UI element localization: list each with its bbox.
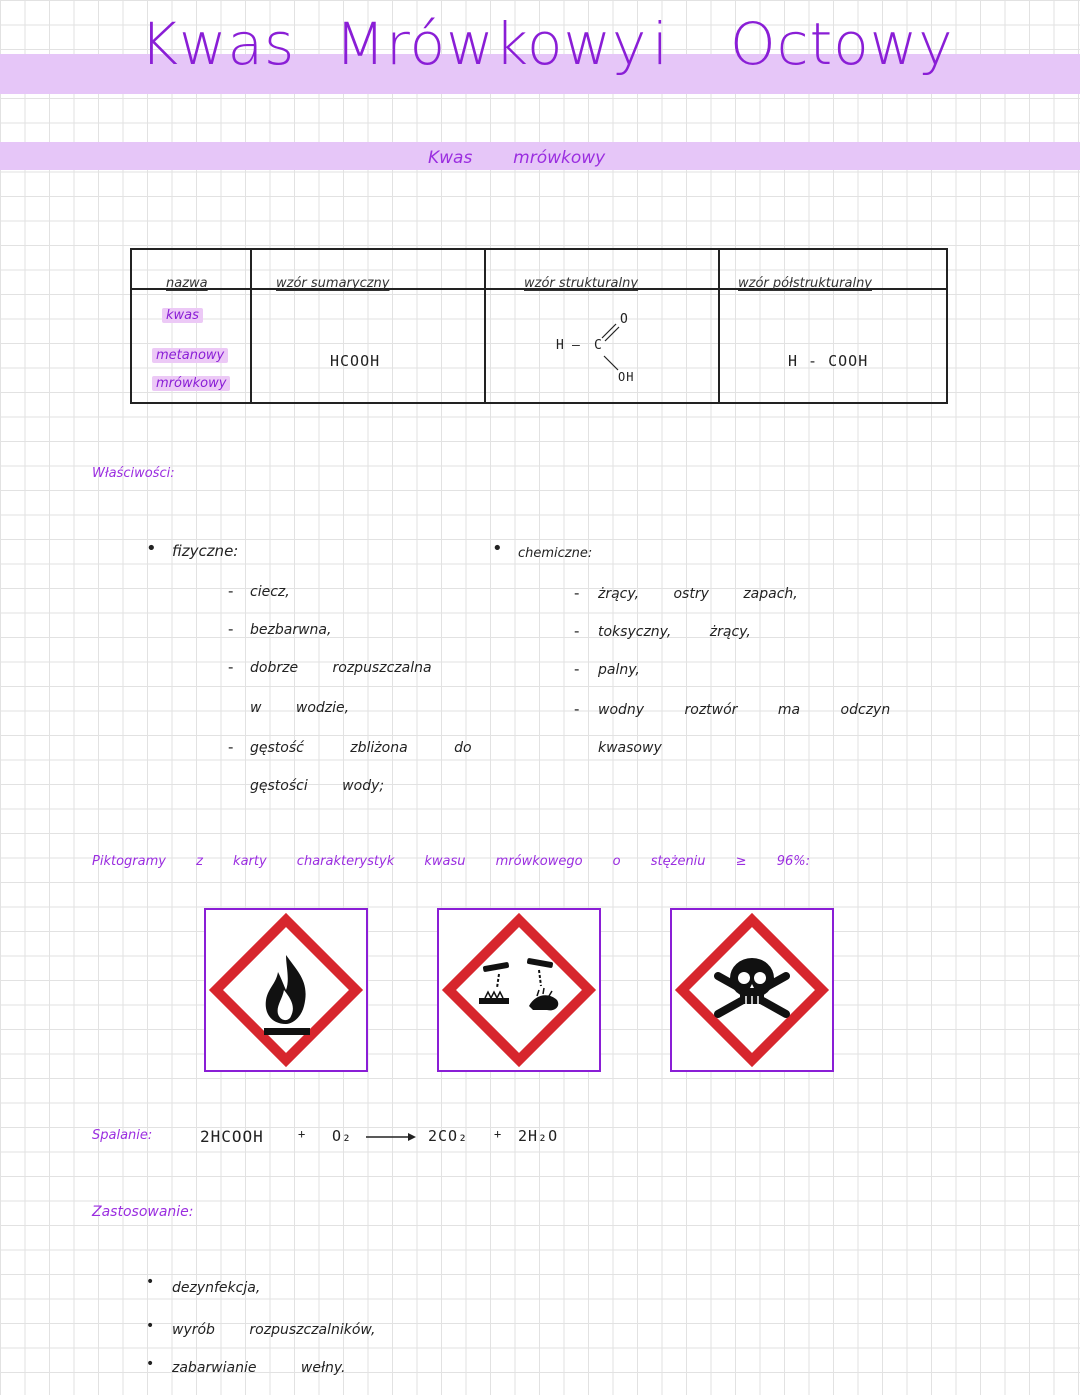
structural-formula: H — C O OH: [486, 290, 718, 402]
properties-label: Właściwości:: [92, 466, 175, 481]
name-item: metanowy: [152, 348, 228, 363]
combustion-plus-1: +: [298, 1127, 307, 1141]
uses-label: Zastosowanie:: [92, 1204, 194, 1220]
physical-item: ciecz,: [250, 584, 290, 600]
combustion-reactant-1: 2HCOOH: [200, 1127, 264, 1146]
pictogram-toxic: [670, 908, 834, 1072]
header-name: nazwa: [166, 276, 208, 291]
uses-item: wyrób rozpuszczalników,: [172, 1322, 376, 1338]
title-word-4: Octowy: [730, 10, 954, 78]
section-header: Kwas mrówkowy: [428, 148, 606, 168]
dash: -: [574, 584, 580, 602]
chemical-item: kwasowy: [598, 740, 662, 756]
chemical-item: żrący, ostry zapach,: [598, 586, 798, 602]
pictograms-caption: Piktogramy z karty charakterystyk kwasu mrówkowego o stężeniu ≥ 96%:: [92, 854, 810, 869]
bullet-dot: •: [146, 1274, 155, 1290]
combustion-plus-2: +: [494, 1127, 503, 1141]
combustion-product-2: 2H₂O: [518, 1127, 559, 1145]
semi-formula: H - COOH: [788, 352, 869, 370]
bullet-dot: •: [492, 538, 503, 559]
bullet-dot: •: [146, 538, 157, 559]
summary-formula: HCOOH: [330, 352, 381, 370]
bullet-dot: •: [146, 1318, 155, 1334]
name-item: kwas: [162, 308, 203, 323]
physical-item: dobrze rozpuszczalna: [250, 660, 432, 676]
physical-item: gęstości wody;: [250, 778, 385, 794]
physical-item: w wodzie,: [250, 700, 350, 716]
pictogram-flammable: [204, 908, 368, 1072]
dash: -: [574, 660, 580, 678]
skull-crossbones-icon: [672, 910, 832, 1070]
pictogram-corrosive: [437, 908, 601, 1072]
dash: -: [228, 582, 234, 600]
header-semi: wzór półstrukturalny: [738, 276, 872, 291]
dash: -: [228, 738, 234, 756]
combustion-label: Spalanie:: [92, 1128, 153, 1143]
chemical-label: chemiczne:: [518, 546, 593, 561]
uses-item: zabarwianie wełny.: [172, 1360, 346, 1376]
chemical-item: toksyczny, żrący,: [598, 624, 751, 640]
chemical-item: wodny roztwór ma odczyn: [598, 702, 891, 718]
physical-label: fizyczne:: [172, 542, 239, 560]
dash: -: [228, 658, 234, 676]
title-word-1: Kwas: [140, 10, 296, 78]
chemical-item: palny,: [598, 662, 640, 678]
reaction-arrow-icon: [366, 1130, 416, 1144]
title-word-3: i: [652, 10, 670, 78]
header-summary: wzór sumaryczny: [276, 276, 390, 291]
name-item: mrówkowy: [152, 376, 230, 391]
combustion-product-1: 2CO₂: [428, 1127, 469, 1145]
title-word-2: Mrówkowy: [335, 10, 648, 78]
dash: -: [574, 622, 580, 640]
physical-item: bezbarwna,: [250, 622, 332, 638]
bullet-dot: •: [146, 1356, 155, 1372]
page-title: [0, 0, 1080, 110]
physical-item: gęstość zbliżona do: [250, 740, 472, 756]
corrosion-icon: [439, 910, 599, 1070]
dash: -: [228, 620, 234, 638]
dash: -: [574, 700, 580, 718]
header-structural: wzór strukturalny: [524, 276, 639, 291]
formula-table: [130, 248, 948, 404]
structural-bonds: [486, 290, 718, 402]
flame-icon: [206, 910, 366, 1070]
name-list: [152, 304, 230, 394]
uses-item: dezynfekcja,: [172, 1280, 261, 1296]
combustion-reactant-2: O₂: [332, 1127, 353, 1145]
